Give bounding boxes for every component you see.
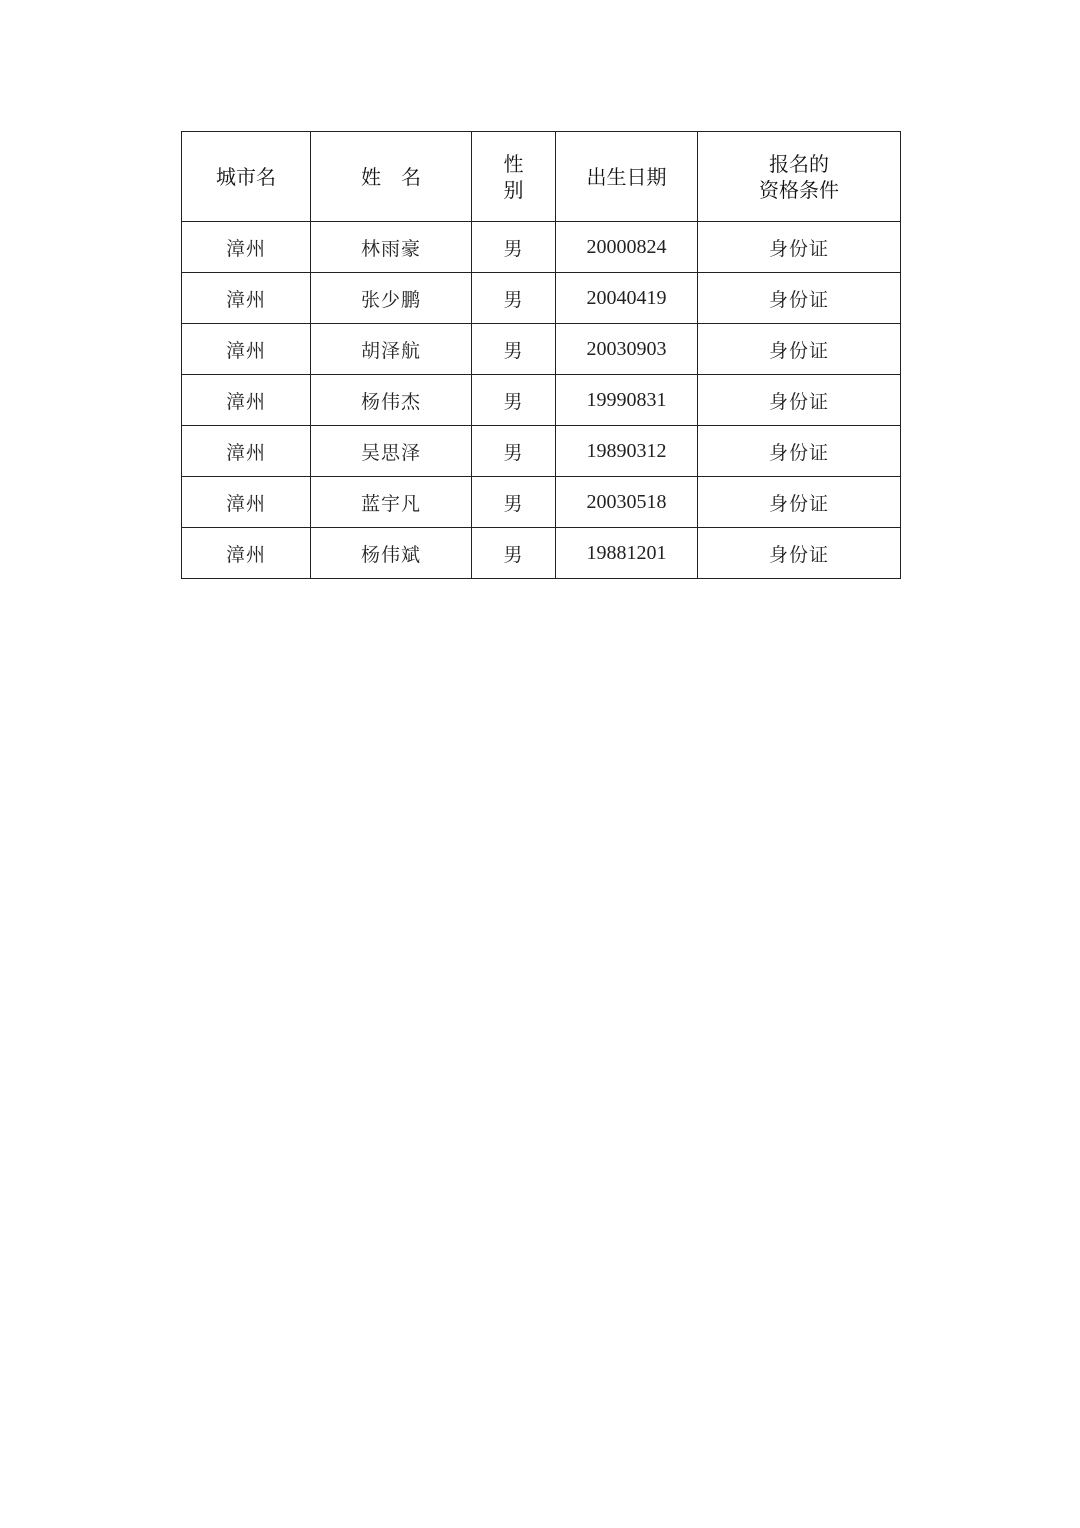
- cell-name: 林雨豪: [311, 222, 472, 273]
- cell-name: 胡泽航: [311, 324, 472, 375]
- header-name: 姓 名: [311, 132, 472, 222]
- cell-birth-date: 19881201: [556, 528, 698, 579]
- cell-gender: 男: [472, 222, 556, 273]
- header-qualification: [698, 132, 901, 222]
- table-row: [182, 222, 901, 273]
- cell-city: 漳州: [182, 375, 311, 426]
- cell-gender: 男: [472, 324, 556, 375]
- cell-gender: 男: [472, 477, 556, 528]
- cell-birth-date: 20040419: [556, 273, 698, 324]
- cell-gender: 男: [472, 426, 556, 477]
- header-city: 城市名: [182, 132, 311, 222]
- header-row: [182, 132, 901, 222]
- cell-gender: 男: [472, 273, 556, 324]
- cell-birth-date: 19890312: [556, 426, 698, 477]
- table-row: [182, 375, 901, 426]
- table-row: [182, 273, 901, 324]
- cell-name: 杨伟杰: [311, 375, 472, 426]
- table-body: [182, 222, 901, 579]
- header-gender-line2: 别: [503, 177, 524, 202]
- cell-qualification: 身份证: [698, 273, 901, 324]
- cell-qualification: 身份证: [698, 426, 901, 477]
- cell-city: 漳州: [182, 222, 311, 273]
- cell-birth-date: 19990831: [556, 375, 698, 426]
- cell-name: 张少鹏: [311, 273, 472, 324]
- table-row: [182, 477, 901, 528]
- header-birth-date: 出生日期: [556, 132, 698, 222]
- table-header: [182, 132, 901, 222]
- cell-name: 蓝宇凡: [311, 477, 472, 528]
- header-qualification-line2: 资格条件: [759, 177, 839, 202]
- cell-city: 漳州: [182, 528, 311, 579]
- cell-name: 杨伟斌: [311, 528, 472, 579]
- cell-birth-date: 20000824: [556, 222, 698, 273]
- cell-qualification: 身份证: [698, 222, 901, 273]
- cell-gender: 男: [472, 375, 556, 426]
- cell-qualification: 身份证: [698, 375, 901, 426]
- header-qualification-line1: 报名的: [769, 151, 829, 176]
- cell-gender: 男: [472, 528, 556, 579]
- header-gender: [472, 132, 556, 222]
- cell-city: 漳州: [182, 273, 311, 324]
- cell-city: 漳州: [182, 477, 311, 528]
- cell-qualification: 身份证: [698, 477, 901, 528]
- cell-name: 吴思泽: [311, 426, 472, 477]
- table-row: [182, 426, 901, 477]
- cell-qualification: 身份证: [698, 528, 901, 579]
- cell-birth-date: 20030518: [556, 477, 698, 528]
- cell-city: 漳州: [182, 426, 311, 477]
- cell-qualification: 身份证: [698, 324, 901, 375]
- table-row: [182, 528, 901, 579]
- registration-table: [181, 131, 901, 579]
- table-row: [182, 324, 901, 375]
- cell-city: 漳州: [182, 324, 311, 375]
- header-gender-line1: 性: [503, 151, 524, 176]
- cell-birth-date: 20030903: [556, 324, 698, 375]
